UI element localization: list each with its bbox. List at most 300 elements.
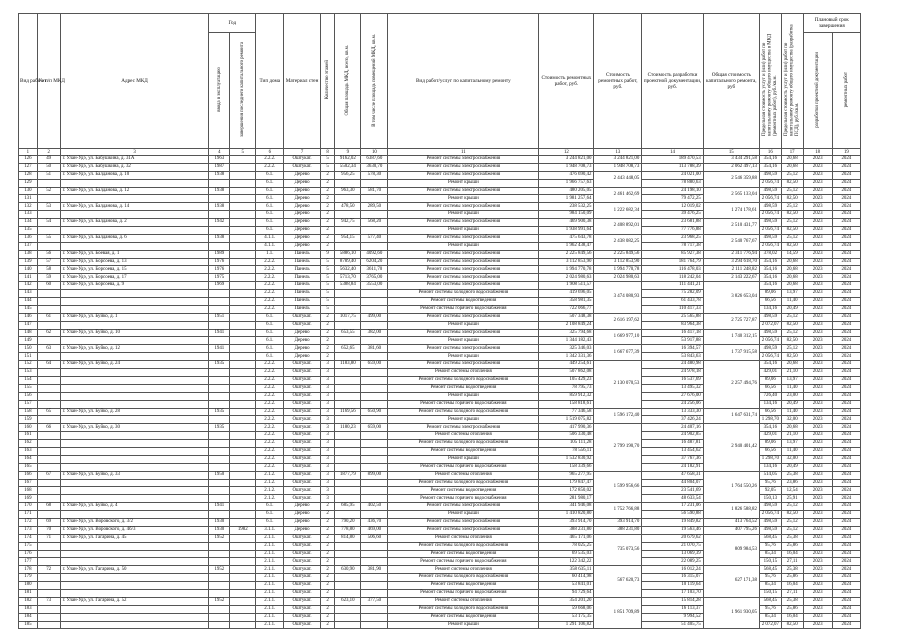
floors-cell: 2 — [320, 195, 335, 203]
plan-design-year-cell: 2023 — [803, 258, 832, 266]
address-cell: г. Улан-Удэ, ул. Боевая, д. 1 — [60, 250, 209, 258]
design-cost-cell: 13 454,62 — [642, 447, 703, 455]
building-number-cell: 64 — [37, 361, 60, 369]
floors-cell: 3 — [320, 369, 335, 377]
floors-cell: 5 — [320, 258, 335, 266]
building-number-cell — [37, 447, 60, 455]
table-row — [19, 266, 861, 274]
row-index-cell: 158 — [19, 408, 38, 416]
year-last-repair-cell — [230, 156, 256, 164]
repair-cost-cell: 393 914,70 — [594, 518, 642, 526]
max-cost-repair-cell: 498,59 — [759, 313, 781, 321]
year-last-repair-cell — [230, 550, 256, 558]
house-type-cell: 2.1.2. — [256, 471, 284, 479]
max-cost-repair-cell: 89,06 — [759, 290, 781, 298]
year-built-cell — [209, 605, 230, 613]
premises-area-cell: 650,90 — [361, 408, 388, 416]
work-cost-cell: 475 643,78 — [539, 234, 594, 242]
wall-material-cell: Оштукат. — [284, 621, 320, 629]
plan-design-year-cell: 2023 — [803, 511, 832, 519]
address-cell — [60, 542, 209, 550]
year-last-repair-cell — [230, 455, 256, 463]
wall-material-cell: Оштукат. — [284, 558, 320, 566]
year-last-repair-cell — [230, 503, 256, 511]
row-index-cell: 133 — [19, 211, 38, 219]
total-area-cell: 653,55 — [335, 329, 361, 337]
work-cost-cell: 1 962 438,47 — [539, 242, 594, 250]
house-type-cell: 6.1. — [256, 203, 284, 211]
address-cell: г. Улан-Удэ, ул. Бабушкина, д. 31А — [60, 156, 209, 164]
max-cost-design-cell: 16,04 — [781, 550, 803, 558]
row-index-cell: 163 — [19, 447, 38, 455]
premises-area-cell: 568,20 — [361, 219, 388, 227]
work-type-cell: Ремонт крыши — [388, 353, 539, 361]
max-cost-design-cell: 82,50 — [781, 321, 803, 329]
row-index-cell: 148 — [19, 329, 38, 337]
max-cost-repair-cell: 568,45 — [759, 566, 781, 574]
house-type-cell: 2.1.2. — [256, 487, 284, 495]
premises-area-cell — [361, 550, 388, 558]
plan-design-year-cell: 2023 — [803, 195, 832, 203]
total-cost-cell: 627 171,38 — [703, 566, 759, 598]
premises-area-cell: 899,00 — [361, 471, 388, 479]
year-built-cell — [209, 582, 230, 590]
building-number-cell — [37, 195, 60, 203]
house-type-cell: 2.2.2. — [256, 447, 284, 455]
max-cost-design-cell: 25,86 — [781, 542, 803, 550]
floors-cell: 2 — [320, 613, 335, 621]
max-cost-design-cell: 25,86 — [781, 605, 803, 613]
row-index-cell: 156 — [19, 392, 38, 400]
design-cost-cell: 25 565,88 — [642, 313, 703, 321]
plan-design-year-cell: 2023 — [803, 361, 832, 369]
plan-repair-year-cell: 2024 — [832, 511, 860, 519]
premises-area-cell — [361, 511, 388, 519]
work-type-cell: Ремонт системы электроснабжения — [388, 219, 539, 227]
year-built-cell: 1989 — [209, 250, 230, 258]
address-cell — [60, 416, 209, 424]
work-cost-cell: 179 847,47 — [539, 479, 594, 487]
repair-cost-cell: 1 667 677,39 — [594, 345, 642, 361]
repair-cost-cell: 2 799 190,70 — [594, 424, 642, 471]
max-cost-design-cell: 25,12 — [781, 503, 803, 511]
building-number-cell: 52 — [37, 187, 60, 195]
year-built-cell: 1976 — [209, 258, 230, 266]
plan-design-year-cell: 2023 — [803, 274, 832, 282]
column-number: 1 — [19, 149, 38, 156]
house-type-cell: 2.1.1. — [256, 550, 284, 558]
floors-cell: 3 — [320, 384, 335, 392]
total-area-cell — [335, 179, 361, 187]
table-row — [19, 534, 861, 542]
work-type-cell: Ремонт системы холодного водоснабжения — [388, 376, 539, 384]
total-area-cell — [335, 211, 361, 219]
year-last-repair-cell — [230, 250, 256, 258]
house-type-cell: 6.1. — [256, 345, 284, 353]
plan-design-year-cell: 2023 — [803, 605, 832, 613]
year-built-cell: 1976 — [209, 266, 230, 274]
year-built-cell — [209, 621, 230, 629]
work-cost-cell: 2 108 849,24 — [539, 321, 594, 329]
plan-design-year-cell: 2023 — [803, 384, 832, 392]
repair-cost-cell: 1 994 770,78 — [594, 266, 642, 274]
floors-cell: 5 — [320, 266, 335, 274]
column-number: 2 — [37, 149, 60, 156]
work-cost-cell: 388 231,80 — [539, 526, 594, 534]
wall-material-cell: Оштукат. — [284, 416, 320, 424]
year-built-cell — [209, 440, 230, 448]
max-cost-repair-cell: 89,06 — [759, 376, 781, 384]
design-cost-cell: 47 658,31 — [642, 471, 703, 479]
building-number-cell: 70 — [37, 526, 60, 534]
header-house-type: Тип дома — [256, 14, 284, 149]
work-cost-cell: 984 150,09 — [539, 211, 594, 219]
year-last-repair-cell — [230, 369, 256, 377]
plan-repair-year-cell: 2024 — [832, 227, 860, 235]
building-number-cell: 51 — [37, 171, 60, 179]
year-built-cell — [209, 211, 230, 219]
building-number-cell: 58 — [37, 266, 60, 274]
wall-material-cell: Оштукат. — [284, 613, 320, 621]
work-type-cell: Ремонт системы электроснабжения — [388, 258, 539, 266]
row-index-cell: 172 — [19, 518, 38, 526]
work-cost-cell: 1 948 708,73 — [539, 163, 594, 171]
row-index-cell: 145 — [19, 305, 38, 313]
column-number: 19 — [832, 149, 860, 156]
address-cell: г. Улан-Удэ, ул. Балданова, д. 6 — [60, 234, 209, 242]
design-cost-cell: 77 776,88 — [642, 227, 703, 235]
wall-material-cell: Дерево — [284, 353, 320, 361]
column-number-row — [19, 149, 861, 156]
work-type-cell: Ремонт системы водоотведения — [388, 447, 539, 455]
building-number-cell: 55 — [37, 234, 60, 242]
floors-cell: 3 — [320, 424, 335, 432]
work-type-cell: Ремонт системы электроснабжения — [388, 156, 539, 164]
table-row — [19, 219, 861, 227]
max-cost-repair-cell: 92,05 — [759, 487, 781, 495]
premises-area-cell — [361, 432, 388, 440]
max-cost-design-cell: 25,38 — [781, 471, 803, 479]
year-built-cell: 1935 — [209, 361, 230, 369]
year-built-cell: 1935 — [209, 424, 230, 432]
design-cost-cell: 61 433,78 — [642, 298, 703, 306]
max-cost-repair-cell: 354,16 — [759, 282, 781, 290]
year-last-repair-cell — [230, 313, 256, 321]
work-type-cell: Ремонт системы водоотведения — [388, 613, 539, 621]
work-cost-cell: 1 532 830,92 — [539, 455, 594, 463]
plan-repair-year-cell: 2024 — [832, 440, 860, 448]
work-type-cell: Ремонт системы электроснабжения — [388, 234, 539, 242]
work-type-cell: Ремонт системы электроснабжения — [388, 187, 539, 195]
address-cell — [60, 558, 209, 566]
address-cell — [60, 440, 209, 448]
premises-area-cell: 506,60 — [361, 534, 388, 542]
work-type-cell: Ремонт системы горячего водоснабжения — [388, 495, 539, 503]
work-type-cell: Ремонт системы электроснабжения — [388, 313, 539, 321]
table-row — [19, 424, 861, 432]
address-cell — [60, 455, 209, 463]
building-number-cell — [37, 227, 60, 235]
wall-material-cell: Панель — [284, 266, 320, 274]
year-last-repair-cell — [230, 234, 256, 242]
year-last-repair-cell — [230, 361, 256, 369]
max-cost-repair-cell: 1 298,70 — [759, 416, 781, 424]
row-index-cell: 143 — [19, 290, 38, 298]
max-cost-design-cell: 11,40 — [781, 384, 803, 392]
plan-repair-year-cell: 2024 — [832, 290, 860, 298]
total-area-cell — [335, 440, 361, 448]
row-index-cell: 137 — [19, 242, 38, 250]
plan-repair-year-cell: 2024 — [832, 495, 860, 503]
plan-design-year-cell: 2023 — [803, 329, 832, 337]
total-area-cell — [335, 195, 361, 203]
floors-cell: 2 — [320, 337, 335, 345]
wall-material-cell: Оштукат. — [284, 495, 320, 503]
total-area-cell — [335, 550, 361, 558]
max-cost-repair-cell: 1 298,70 — [759, 455, 781, 463]
plan-design-year-cell: 2023 — [803, 234, 832, 242]
year-last-repair-cell — [230, 558, 256, 566]
max-cost-repair-cell: 2 056,74 — [759, 195, 781, 203]
year-last-repair-cell — [230, 337, 256, 345]
max-cost-design-cell: 25,86 — [781, 574, 803, 582]
header-year-last-repair: завершения последнего капитального ремонта — [230, 33, 256, 149]
building-number-cell: 61 — [37, 313, 60, 321]
plan-repair-year-cell: 2024 — [832, 597, 860, 605]
design-cost-cell: 23 681,88 — [642, 219, 703, 227]
address-cell — [60, 463, 209, 471]
work-cost-cell: 69 535,03 — [539, 550, 594, 558]
total-area-cell — [335, 290, 361, 298]
premises-area-cell — [361, 582, 388, 590]
total-cost-cell: 2 143 222,67 — [703, 274, 759, 282]
address-cell — [60, 447, 209, 455]
max-cost-design-cell: 82,50 — [781, 511, 803, 519]
plan-design-year-cell: 2023 — [803, 574, 832, 582]
total-area-cell: 1017,75 — [335, 313, 361, 321]
design-cost-cell: 24 182,91 — [642, 463, 703, 471]
premises-area-cell — [361, 574, 388, 582]
max-cost-design-cell: 25,38 — [781, 597, 803, 605]
design-cost-cell: 83 964,38 — [642, 321, 703, 329]
design-cost-cell: 24 198,10 — [642, 187, 703, 195]
work-type-cell: Ремонт крыши — [388, 511, 539, 519]
wall-material-cell: Дерево — [284, 518, 320, 526]
row-index-cell: 177 — [19, 558, 38, 566]
house-type-cell: 2.1.1. — [256, 621, 284, 629]
max-cost-design-cell: 20,68 — [781, 156, 803, 164]
work-cost-cell: 78 025,25 — [539, 542, 594, 550]
house-type-cell: 2.1.1. — [256, 558, 284, 566]
total-area-cell — [335, 463, 361, 471]
house-type-cell: 6.1. — [256, 187, 284, 195]
premises-area-cell: 3765,00 — [361, 274, 388, 282]
max-cost-design-cell: 82,50 — [781, 337, 803, 345]
work-type-cell: Ремонт крыши — [388, 195, 539, 203]
max-cost-design-cell: 25,12 — [781, 329, 803, 337]
max-cost-repair-cell: 66,56 — [759, 384, 781, 392]
plan-repair-year-cell: 2024 — [832, 376, 860, 384]
design-cost-cell: 16 113,37 — [642, 605, 703, 613]
row-index-cell: 144 — [19, 298, 38, 306]
plan-repair-year-cell: 2024 — [832, 337, 860, 345]
plan-repair-year-cell: 2024 — [832, 242, 860, 250]
house-type-cell: 6.1. — [256, 211, 284, 219]
house-type-cell: 6.1. — [256, 511, 284, 519]
work-cost-cell: 507 348,38 — [539, 313, 594, 321]
plan-design-year-cell: 2023 — [803, 455, 832, 463]
plan-repair-year-cell: 2024 — [832, 574, 860, 582]
building-number-cell — [37, 369, 60, 377]
wall-material-cell: Оштукат. — [284, 574, 320, 582]
header-total-area: Общая площадь МКД, всего, кв.м. — [335, 14, 361, 149]
year-last-repair-cell — [230, 329, 256, 337]
total-cost-cell: 2 725 727,87 — [703, 313, 759, 329]
address-cell: г. Улан-Удэ, ул. Буйко, д. 12 — [60, 345, 209, 353]
year-last-repair-cell — [230, 266, 256, 274]
row-index-cell: 151 — [19, 353, 38, 361]
table-row — [19, 187, 861, 195]
year-last-repair-cell — [230, 187, 256, 195]
year-built-cell: 1941 — [209, 503, 230, 511]
year-last-repair-cell — [230, 376, 256, 384]
year-last-repair-cell — [230, 384, 256, 392]
column-number: 6 — [256, 149, 284, 156]
total-area-cell — [335, 582, 361, 590]
row-index-cell: 168 — [19, 487, 38, 495]
total-area-cell: 5886,10 — [335, 250, 361, 258]
work-type-cell: Ремонт системы горячего водоснабжения — [388, 400, 539, 408]
max-cost-repair-cell: 354,16 — [759, 156, 781, 164]
total-area-cell: 790,20 — [335, 518, 361, 526]
max-cost-design-cell: 11,40 — [781, 447, 803, 455]
work-cost-cell: 78 795,73 — [539, 384, 594, 392]
address-cell — [60, 298, 209, 306]
max-cost-repair-cell: 134,16 — [759, 400, 781, 408]
year-last-repair-cell — [230, 542, 256, 550]
year-built-cell: 1963 — [209, 156, 230, 164]
building-number-cell — [37, 440, 60, 448]
max-cost-design-cell: 27,11 — [781, 558, 803, 566]
work-cost-cell: 480 205,05 — [539, 187, 594, 195]
max-cost-repair-cell: 429,01 — [759, 369, 781, 377]
house-type-cell: 2.2.2. — [256, 440, 284, 448]
year-last-repair-cell — [230, 511, 256, 519]
table-row — [19, 274, 861, 282]
max-cost-design-cell: 25,12 — [781, 203, 803, 211]
max-cost-design-cell: 25,12 — [781, 187, 803, 195]
year-built-cell — [209, 337, 230, 345]
plan-repair-year-cell: 2024 — [832, 250, 860, 258]
total-area-cell: 685,95 — [335, 503, 361, 511]
year-last-repair-cell — [230, 471, 256, 479]
floors-cell: 2 — [320, 187, 335, 195]
max-cost-repair-cell: 134,16 — [759, 305, 781, 313]
year-last-repair-cell — [230, 432, 256, 440]
work-cost-cell: 341 946,08 — [539, 503, 594, 511]
total-area-cell — [335, 305, 361, 313]
work-type-cell: Ремонт системы горячего водоснабжения — [388, 305, 539, 313]
year-last-repair-cell — [230, 171, 256, 179]
year-built-cell — [209, 195, 230, 203]
wall-material-cell: Дерево — [284, 195, 320, 203]
table-row — [19, 408, 861, 416]
work-type-cell: Ремонт системы электроснабжения — [388, 503, 539, 511]
premises-area-cell — [361, 195, 388, 203]
work-type-cell: Ремонт системы электроснабжения — [388, 361, 539, 369]
work-type-cell: Ремонт системы холодного водоснабжения — [388, 440, 539, 448]
max-cost-repair-cell: 568,45 — [759, 597, 781, 605]
total-cost-cell: 2 546 359,88 — [703, 171, 759, 187]
work-cost-cell: 94 729,64 — [539, 589, 594, 597]
header-year-group: Год — [209, 14, 256, 33]
floors-cell: 5 — [320, 282, 335, 290]
premises-area-cell — [361, 290, 388, 298]
table-row — [19, 597, 861, 605]
total-area-cell — [335, 432, 361, 440]
header-repair-cost: Стоимость ремонтных работ, руб. — [594, 14, 642, 149]
wall-material-cell: Оштукат. — [284, 424, 320, 432]
house-type-cell: 6.1. — [256, 219, 284, 227]
total-area-cell — [335, 621, 361, 629]
building-number-cell — [37, 242, 60, 250]
year-built-cell — [209, 495, 230, 503]
year-built-cell: 1930 — [209, 526, 230, 534]
address-cell: г. Улан-Удэ, ул. Борсоева, д. 15 — [60, 266, 209, 274]
house-type-cell: 2.2.2. — [256, 416, 284, 424]
table-row — [19, 566, 861, 574]
year-last-repair-cell — [230, 258, 256, 266]
wall-material-cell: Панель — [284, 258, 320, 266]
design-cost-cell: 16 487,81 — [642, 440, 703, 448]
wall-material-cell: Оштукат. — [284, 408, 320, 416]
year-last-repair-cell — [230, 163, 256, 171]
design-cost-cell: 111 441,21 — [642, 282, 703, 290]
work-cost-cell: 2 225 849,56 — [539, 250, 594, 258]
plan-repair-year-cell: 2024 — [832, 526, 860, 534]
plan-repair-year-cell: 2024 — [832, 211, 860, 219]
table-body — [19, 156, 861, 629]
wall-material-cell: Панель — [284, 305, 320, 313]
building-number-cell: 62 — [37, 329, 60, 337]
total-cost-cell: 1 740 312,15 — [703, 329, 759, 345]
total-area-cell — [335, 369, 361, 377]
repair-cost-cell: 1 599 956,66 — [594, 471, 642, 503]
premises-area-cell — [361, 463, 388, 471]
wall-material-cell: Панель — [284, 290, 320, 298]
max-cost-repair-cell: 66,56 — [759, 298, 781, 306]
column-number: 15 — [703, 149, 759, 156]
floors-cell: 3 — [320, 408, 335, 416]
house-type-cell: 4.1.1. — [256, 234, 284, 242]
wall-material-cell: Оштукат. — [284, 597, 320, 605]
house-type-cell: 2.2.2. — [256, 408, 284, 416]
wall-material-cell: Оштукат. — [284, 163, 320, 171]
address-cell: г. Улан-Удэ, ул. Воровского, д. 3/2 — [60, 518, 209, 526]
premises-area-cell: 581,70 — [361, 187, 388, 195]
work-cost-cell: 1 981 257,64 — [539, 195, 594, 203]
row-index-cell: 138 — [19, 250, 38, 258]
total-area-cell: 9162,02 — [335, 156, 361, 164]
row-index-cell: 184 — [19, 613, 38, 621]
table-header — [19, 14, 861, 156]
floors-cell: 3 — [320, 471, 335, 479]
plan-repair-year-cell: 2024 — [832, 550, 860, 558]
table-row — [19, 361, 861, 369]
building-number-cell — [37, 605, 60, 613]
building-number-cell: 73 — [37, 597, 60, 605]
plan-design-year-cell: 2023 — [803, 211, 832, 219]
